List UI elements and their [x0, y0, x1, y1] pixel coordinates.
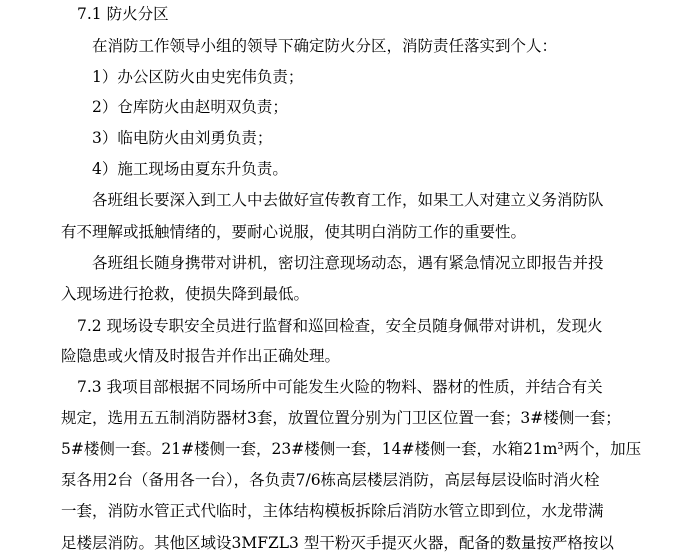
- paragraph-1-line-2: 有不理解或抵触情绪的，要耐心说服，使其明白消防工作的重要性。: [61, 223, 527, 241]
- section-7-2-line-2: 险隐患或火情及时报告并作出正确处理。: [61, 347, 341, 365]
- section-7-3-line-5: 一套，消防水管正式代临时，主体结构模板拆除后消防水管立即到位，水龙带满: [61, 502, 604, 520]
- section-7-3-line-3: 5#楼侧一套。21#楼侧一套，23#楼侧一套，14#楼侧一套，水箱21m³两个，加压: [61, 440, 642, 458]
- section-7-2-line-1: 7.2 现场设专职安全员进行监督和巡回检查，安全员随身佩带对讲机，发现火: [77, 317, 603, 335]
- section-7-3-line-1: 7.3 我项目部根据不同场所中可能发生火险的物料、器材的性质，并结合有关: [77, 378, 603, 396]
- paragraph-2-line-2: 入现场进行抢救，使损失降到最低。: [61, 285, 310, 303]
- section-7-1-heading: 7.1 防火分区: [77, 5, 169, 23]
- section-7-3-line-4: 泵各用2台（备用各一台），各负责7/6栋高层楼层消防，高层每层设临时消火栓: [61, 471, 600, 489]
- list-item-1: 1）办公区防火由史宪伟负责；: [92, 68, 304, 86]
- section-7-1-intro: 在消防工作领导小组的领导下确定防火分区，消防责任落实到个人：: [92, 37, 558, 55]
- list-item-2: 2）仓库防火由赵明双负责；: [92, 98, 288, 116]
- list-item-3: 3）临电防火由刘勇负责；: [92, 129, 273, 147]
- section-7-3-line-6: 足楼层消防。其他区域设3MFZL3 型干粉灭手提灭火器，配备的数量按严格按以: [61, 534, 614, 552]
- paragraph-1-line-1: 各班组长要深入到工人中去做好宣传教育工作，如果工人对建立义务消防队: [92, 191, 604, 209]
- paragraph-2-line-1: 各班组长随身携带对讲机，密切注意现场动态，遇有紧急情况立即报告并投: [92, 254, 604, 272]
- section-7-3-line-2: 规定，选用五五制消防器材3套，放置位置分别为门卫区位置一套；3#楼侧一套；: [61, 409, 621, 427]
- list-item-4: 4）施工现场由夏东升负责。: [92, 160, 288, 178]
